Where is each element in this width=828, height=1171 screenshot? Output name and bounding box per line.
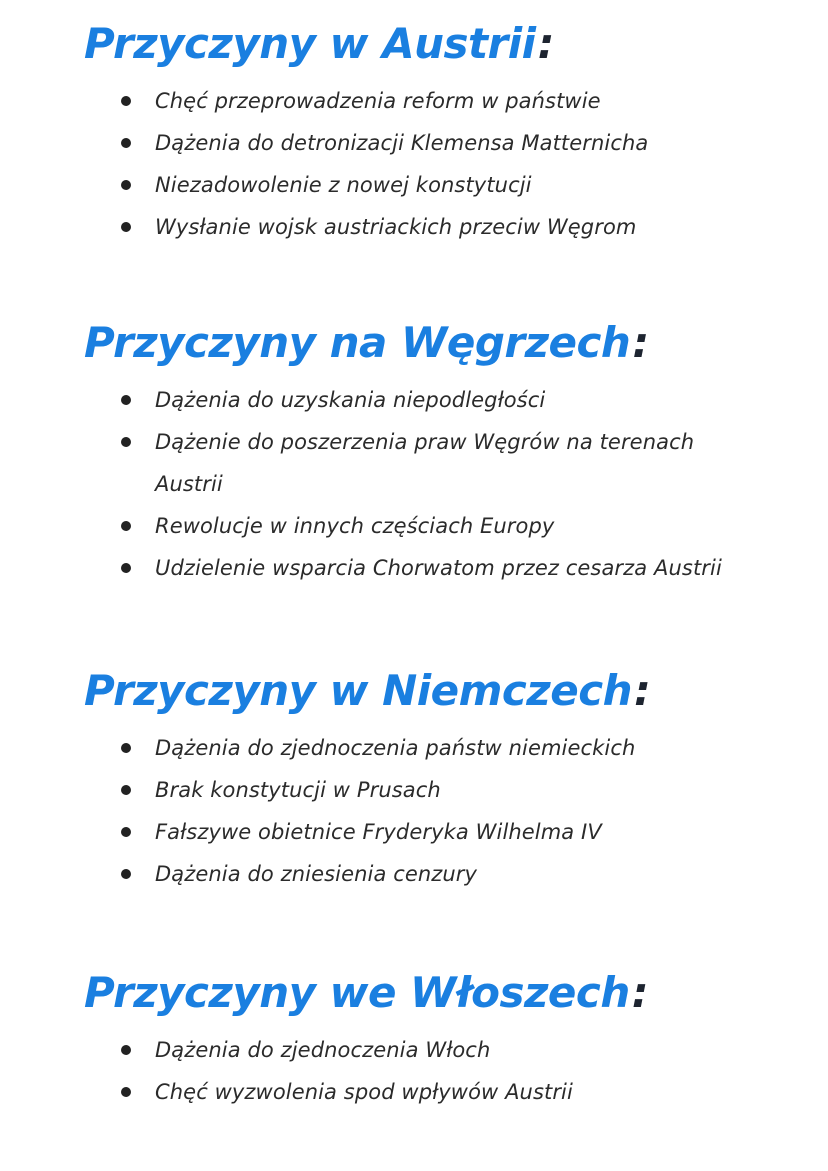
list-item bbox=[84, 811, 804, 853]
list-item-text: Udzielenie wsparcia Chorwatom przez cesarza Austrii bbox=[155, 556, 722, 580]
bullet-icon bbox=[121, 222, 131, 232]
bullet-icon bbox=[121, 785, 131, 795]
list-item-text: Dążenia do zniesienia cenzury bbox=[155, 862, 478, 886]
heading-colon: : bbox=[634, 666, 651, 715]
list-item bbox=[84, 379, 804, 421]
section-title: Przyczyny na Węgrzech bbox=[84, 318, 631, 367]
heading-colon: : bbox=[631, 968, 649, 1017]
bullet-list bbox=[84, 379, 804, 589]
list-item-text: Wysłanie wojsk austriackich przeciw Węgrom bbox=[155, 215, 637, 239]
list-item-text: Fałszywe obietnice Fryderyka Wilhelma IV bbox=[155, 820, 602, 844]
section-heading bbox=[84, 661, 804, 721]
bullet-icon bbox=[121, 563, 131, 573]
list-item-text: Dążenia do zjednoczenia Włoch bbox=[155, 1038, 491, 1062]
list-item-text: Dążenia do uzyskania niepodległości bbox=[155, 388, 546, 412]
list-item-text: Chęć wyzwolenia spod wpływów Austrii bbox=[155, 1080, 573, 1104]
bullet-icon bbox=[121, 743, 131, 753]
list-item-text: Rewolucje w innych częściach Europy bbox=[155, 514, 555, 538]
section-heading bbox=[84, 963, 804, 1023]
section-title: Przyczyny we Włoszech bbox=[84, 968, 630, 1017]
heading-colon: : bbox=[537, 19, 554, 68]
section-title: Przyczyny w Austrii bbox=[84, 19, 536, 68]
list-item bbox=[84, 853, 804, 895]
section-heading bbox=[84, 14, 804, 74]
section-italy bbox=[84, 963, 804, 1113]
bullet-icon bbox=[121, 827, 131, 837]
list-item bbox=[84, 421, 804, 505]
list-item-text: Chęć przeprowadzenia reform w państwie bbox=[155, 89, 601, 113]
list-item bbox=[84, 505, 804, 547]
section-austria bbox=[84, 14, 804, 248]
bullet-list bbox=[84, 80, 804, 248]
bullet-icon bbox=[121, 180, 131, 190]
bullet-icon bbox=[121, 395, 131, 405]
list-item bbox=[84, 122, 804, 164]
list-item bbox=[84, 727, 804, 769]
bullet-icon bbox=[121, 1045, 131, 1055]
bullet-icon bbox=[121, 437, 131, 447]
list-item bbox=[84, 1029, 804, 1071]
bullet-list bbox=[84, 1029, 804, 1113]
bullet-list bbox=[84, 727, 804, 895]
bullet-icon bbox=[121, 521, 131, 531]
list-item-text: Dążenia do detronizacji Klemensa Matternicha bbox=[155, 131, 649, 155]
heading-colon: : bbox=[632, 318, 649, 367]
list-item-text: Dążenia do zjednoczenia państw niemieckich bbox=[155, 736, 636, 760]
list-item bbox=[84, 1071, 804, 1113]
section-heading bbox=[84, 313, 804, 373]
list-item bbox=[84, 769, 804, 811]
section-germany bbox=[84, 661, 804, 895]
bullet-icon bbox=[121, 96, 131, 106]
bullet-icon bbox=[121, 869, 131, 879]
list-item bbox=[84, 80, 804, 122]
section-title: Przyczyny w Niemczech bbox=[84, 666, 632, 715]
list-item-text: Dążenie do poszerzenia praw Węgrów na terenach Austrii bbox=[155, 430, 695, 496]
list-item bbox=[84, 206, 804, 248]
list-item bbox=[84, 547, 804, 589]
section-hungary bbox=[84, 313, 804, 589]
bullet-icon bbox=[121, 138, 131, 148]
list-item-text: Niezadowolenie z nowej konstytucji bbox=[155, 173, 532, 197]
bullet-icon bbox=[121, 1087, 131, 1097]
list-item-text: Brak konstytucji w Prusach bbox=[155, 778, 441, 802]
list-item bbox=[84, 164, 804, 206]
